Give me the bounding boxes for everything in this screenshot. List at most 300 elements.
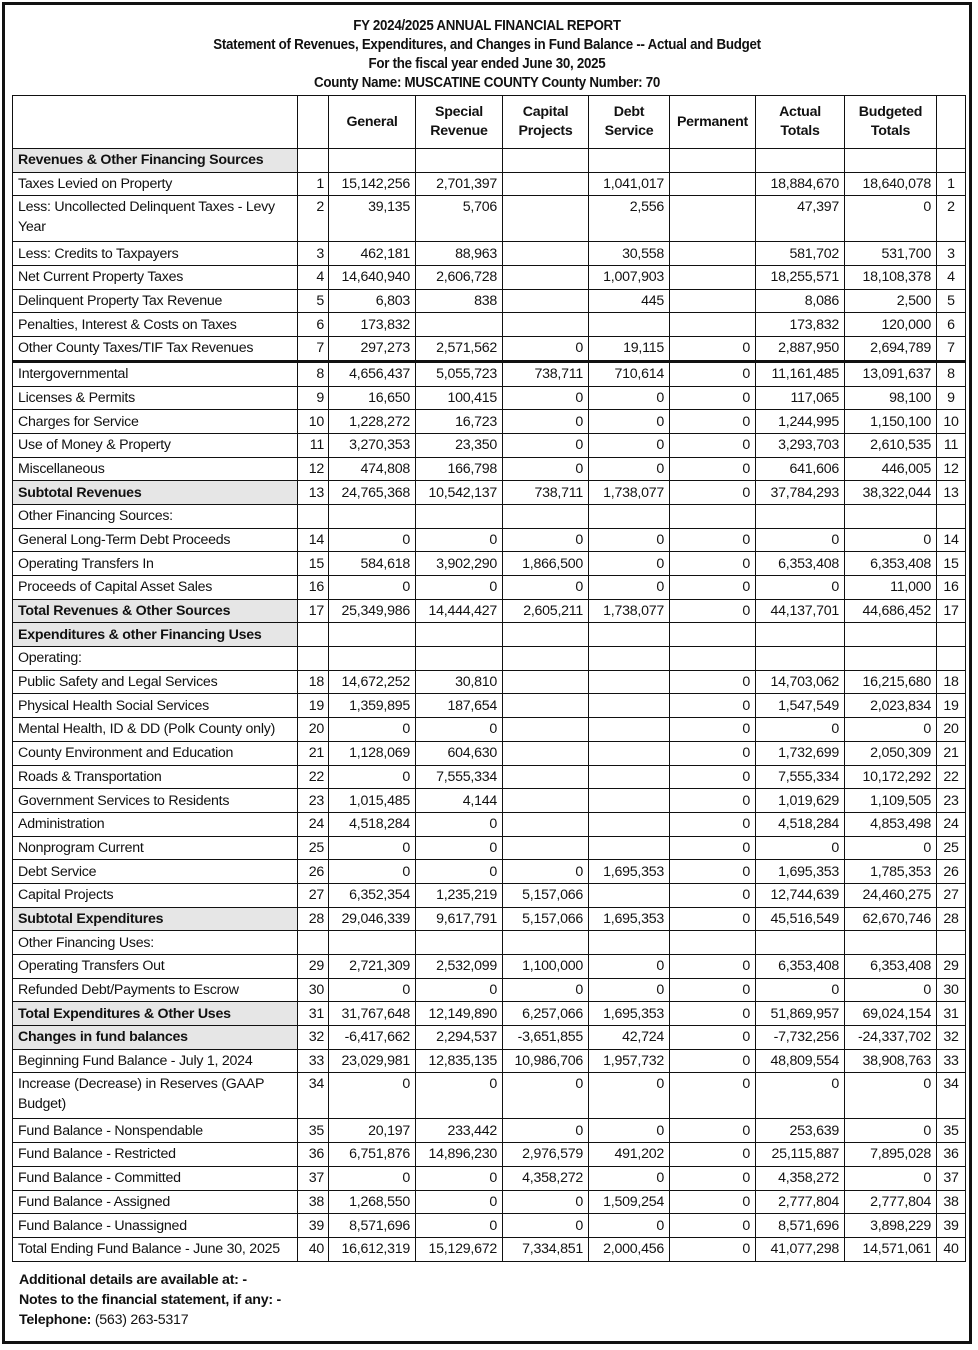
fiscal-year-line: For the fiscal year ended June 30, 2025	[368, 56, 606, 72]
row-label: Fund Balance - Committed	[13, 1166, 298, 1190]
cell-actual-totals: 8,571,696	[756, 1214, 845, 1238]
cell-capital-projects: 0	[503, 457, 589, 481]
table-row	[13, 1026, 966, 1050]
cell-general	[329, 647, 416, 671]
cell-debt-service	[589, 149, 670, 173]
line-number: 18	[298, 670, 329, 694]
row-label: Nonprogram Current	[13, 836, 298, 860]
cell-special-revenue: 0	[416, 528, 503, 552]
report-footer	[19, 1270, 281, 1330]
cell-special-revenue: 0	[416, 978, 503, 1002]
cell-permanent: 0	[670, 1119, 756, 1143]
telephone-label: Telephone:	[19, 1312, 92, 1328]
cell-actual-totals: 253,639	[756, 1119, 845, 1143]
cell-general: 39,135	[329, 196, 416, 242]
cell-general: -6,417,662	[329, 1026, 416, 1050]
line-number-right: 26	[937, 860, 966, 884]
cell-debt-service	[589, 931, 670, 955]
line-number: 3	[298, 242, 329, 266]
cell-special-revenue: 2,532,099	[416, 955, 503, 979]
table-row	[13, 313, 966, 337]
line-number-right	[937, 647, 966, 671]
table-row	[13, 670, 966, 694]
cell-special-revenue: 0	[416, 1190, 503, 1214]
cell-budgeted-totals: 0	[845, 1073, 937, 1119]
cell-debt-service	[589, 741, 670, 765]
cell-capital-projects: 0	[503, 337, 589, 362]
line-number: 20	[298, 718, 329, 742]
cell-debt-service: 0	[589, 576, 670, 600]
line-number-right: 28	[937, 907, 966, 931]
cell-general: 1,268,550	[329, 1190, 416, 1214]
cell-permanent	[670, 289, 756, 313]
line-number: 2	[298, 196, 329, 242]
cell-actual-totals: 18,884,670	[756, 172, 845, 196]
cell-actual-totals: 3,293,703	[756, 433, 845, 457]
cell-debt-service	[589, 718, 670, 742]
cell-capital-projects	[503, 670, 589, 694]
cell-permanent: 0	[670, 670, 756, 694]
cell-actual-totals: 2,887,950	[756, 337, 845, 362]
line-number: 23	[298, 789, 329, 813]
cell-capital-projects	[503, 242, 589, 266]
cell-actual-totals: 8,086	[756, 289, 845, 313]
cell-debt-service: 1,695,353	[589, 860, 670, 884]
cell-capital-projects	[503, 836, 589, 860]
cell-actual-totals: 14,703,062	[756, 670, 845, 694]
table-row	[13, 789, 966, 813]
cell-permanent: 0	[670, 789, 756, 813]
cell-budgeted-totals: 69,024,154	[845, 1002, 937, 1026]
cell-special-revenue: 166,798	[416, 457, 503, 481]
cell-general: 8,571,696	[329, 1214, 416, 1238]
cell-permanent: 0	[670, 457, 756, 481]
row-label: Other Financing Sources:	[13, 504, 298, 528]
line-number: 38	[298, 1190, 329, 1214]
line-number: 5	[298, 289, 329, 313]
line-number-right: 3	[937, 242, 966, 266]
row-label: Net Current Property Taxes	[13, 266, 298, 290]
cell-general: 0	[329, 978, 416, 1002]
cell-capital-projects: 0	[503, 528, 589, 552]
cell-capital-projects: 0	[503, 978, 589, 1002]
cell-debt-service: 0	[589, 410, 670, 434]
cell-actual-totals: 6,353,408	[756, 552, 845, 576]
row-label: Roads & Transportation	[13, 765, 298, 789]
row-label: Operating Transfers Out	[13, 955, 298, 979]
cell-capital-projects	[503, 149, 589, 173]
table-row	[13, 386, 966, 410]
row-label: Subtotal Revenues	[13, 481, 298, 505]
cell-budgeted-totals	[845, 623, 937, 647]
cell-capital-projects: -3,651,855	[503, 1026, 589, 1050]
cell-actual-totals: 51,869,957	[756, 1002, 845, 1026]
cell-budgeted-totals: 0	[845, 1166, 937, 1190]
cell-permanent: 0	[670, 386, 756, 410]
table-row	[13, 504, 966, 528]
cell-debt-service: 1,041,017	[589, 172, 670, 196]
cell-debt-service: 1,738,077	[589, 481, 670, 505]
cell-special-revenue	[416, 313, 503, 337]
row-label: Other Financing Uses:	[13, 931, 298, 955]
line-number-right: 32	[937, 1026, 966, 1050]
cell-permanent: 0	[670, 599, 756, 623]
row-label: Use of Money & Property	[13, 433, 298, 457]
table-row	[13, 623, 966, 647]
cell-permanent	[670, 647, 756, 671]
cell-permanent: 0	[670, 860, 756, 884]
cell-general	[329, 623, 416, 647]
cell-budgeted-totals: 4,853,498	[845, 812, 937, 836]
table-row	[13, 955, 966, 979]
cell-special-revenue: 9,617,791	[416, 907, 503, 931]
line-number-right: 31	[937, 1002, 966, 1026]
cell-capital-projects	[503, 647, 589, 671]
row-label: Fund Balance - Nonspendable	[13, 1119, 298, 1143]
cell-permanent: 0	[670, 1143, 756, 1167]
cell-debt-service: 1,957,732	[589, 1049, 670, 1073]
row-label: Total Revenues & Other Sources	[13, 599, 298, 623]
cell-budgeted-totals: 24,460,275	[845, 883, 937, 907]
cell-capital-projects	[503, 812, 589, 836]
cell-budgeted-totals: 531,700	[845, 242, 937, 266]
table-header-row	[13, 96, 966, 149]
cell-debt-service: 0	[589, 1073, 670, 1119]
cell-permanent: 0	[670, 410, 756, 434]
cell-budgeted-totals: 6,353,408	[845, 955, 937, 979]
cell-general: 462,181	[329, 242, 416, 266]
cell-budgeted-totals: 1,785,353	[845, 860, 937, 884]
cell-debt-service: 30,558	[589, 242, 670, 266]
table-row	[13, 433, 966, 457]
line-number-right: 7	[937, 337, 966, 362]
cell-capital-projects: 6,257,066	[503, 1002, 589, 1026]
cell-general: 6,352,354	[329, 883, 416, 907]
row-label: Other County Taxes/TIF Tax Revenues	[13, 337, 298, 362]
cell-permanent	[670, 931, 756, 955]
cell-capital-projects	[503, 741, 589, 765]
cell-permanent: 0	[670, 1190, 756, 1214]
row-label: Miscellaneous	[13, 457, 298, 481]
cell-permanent	[670, 504, 756, 528]
cell-special-revenue: 233,442	[416, 1119, 503, 1143]
financial-table	[12, 95, 966, 1262]
line-number	[298, 647, 329, 671]
line-number: 35	[298, 1119, 329, 1143]
row-label: Expenditures & other Financing Uses	[13, 623, 298, 647]
cell-capital-projects: 1,866,500	[503, 552, 589, 576]
cell-budgeted-totals: 3,898,229	[845, 1214, 937, 1238]
table-body	[13, 149, 966, 1262]
cell-capital-projects	[503, 196, 589, 242]
cell-debt-service: 0	[589, 457, 670, 481]
row-label: Fund Balance - Unassigned	[13, 1214, 298, 1238]
line-number: 12	[298, 457, 329, 481]
table-row	[13, 1049, 966, 1073]
cell-general: 0	[329, 528, 416, 552]
cell-actual-totals: 47,397	[756, 196, 845, 242]
line-number-right: 21	[937, 741, 966, 765]
cell-actual-totals: 117,065	[756, 386, 845, 410]
cell-budgeted-totals: 98,100	[845, 386, 937, 410]
line-number: 36	[298, 1143, 329, 1167]
line-number: 37	[298, 1166, 329, 1190]
cell-debt-service: 0	[589, 1214, 670, 1238]
cell-debt-service	[589, 765, 670, 789]
row-label: General Long-Term Debt Proceeds	[13, 528, 298, 552]
cell-permanent: 0	[670, 907, 756, 931]
col-header-debt-service: Debt Service	[589, 96, 670, 149]
cell-debt-service: 445	[589, 289, 670, 313]
line-number: 11	[298, 433, 329, 457]
county-line: County Name: MUSCATINE COUNTY County Number: 70	[313, 75, 661, 91]
row-label: Fund Balance - Assigned	[13, 1190, 298, 1214]
row-label: Intergovernmental	[13, 361, 298, 386]
line-number: 7	[298, 337, 329, 362]
cell-general: 0	[329, 1073, 416, 1119]
cell-debt-service: 0	[589, 978, 670, 1002]
cell-capital-projects: 0	[503, 433, 589, 457]
report-subtitle: Statement of Revenues, Expenditures, and Changes in Fund Balance -- Actual and Budget	[213, 37, 761, 53]
cell-general: 14,672,252	[329, 670, 416, 694]
row-label: Government Services to Residents	[13, 789, 298, 813]
cell-permanent: 0	[670, 836, 756, 860]
row-label: Licenses & Permits	[13, 386, 298, 410]
row-label: Refunded Debt/Payments to Escrow	[13, 978, 298, 1002]
cell-special-revenue: 23,350	[416, 433, 503, 457]
line-number: 14	[298, 528, 329, 552]
cell-debt-service	[589, 504, 670, 528]
table-row	[13, 860, 966, 884]
cell-permanent: 0	[670, 765, 756, 789]
cell-permanent	[670, 313, 756, 337]
line-number-right: 2	[937, 196, 966, 242]
cell-capital-projects: 738,711	[503, 481, 589, 505]
table-row	[13, 812, 966, 836]
table-row	[13, 741, 966, 765]
line-number	[298, 931, 329, 955]
line-number-right: 36	[937, 1143, 966, 1167]
cell-permanent: 0	[670, 528, 756, 552]
line-number-right: 40	[937, 1237, 966, 1261]
cell-general: 31,767,648	[329, 1002, 416, 1026]
cell-special-revenue: 3,902,290	[416, 552, 503, 576]
table-row	[13, 149, 966, 173]
cell-debt-service: 0	[589, 1119, 670, 1143]
cell-general: 16,612,319	[329, 1237, 416, 1261]
cell-debt-service: 2,556	[589, 196, 670, 242]
cell-budgeted-totals: 7,895,028	[845, 1143, 937, 1167]
cell-actual-totals: 11,161,485	[756, 361, 845, 386]
cell-debt-service	[589, 694, 670, 718]
cell-debt-service: 1,738,077	[589, 599, 670, 623]
cell-actual-totals: 0	[756, 576, 845, 600]
cell-permanent: 0	[670, 1166, 756, 1190]
cell-debt-service	[589, 313, 670, 337]
cell-capital-projects: 10,986,706	[503, 1049, 589, 1073]
line-number: 32	[298, 1026, 329, 1050]
col-header-capital-projects: Capital Projects	[503, 96, 589, 149]
cell-capital-projects	[503, 289, 589, 313]
line-number-right: 20	[937, 718, 966, 742]
cell-budgeted-totals: 6,353,408	[845, 552, 937, 576]
table-row	[13, 576, 966, 600]
table-row	[13, 361, 966, 386]
cell-permanent	[670, 196, 756, 242]
cell-general: 0	[329, 860, 416, 884]
cell-debt-service: 710,614	[589, 361, 670, 386]
cell-budgeted-totals: 0	[845, 718, 937, 742]
cell-debt-service	[589, 883, 670, 907]
cell-general: 23,029,981	[329, 1049, 416, 1073]
line-number: 8	[298, 361, 329, 386]
cell-debt-service: 2,000,456	[589, 1237, 670, 1261]
table-row	[13, 1190, 966, 1214]
cell-general: 20,197	[329, 1119, 416, 1143]
line-number-right	[937, 149, 966, 173]
col-header-line	[298, 96, 329, 149]
cell-general: 173,832	[329, 313, 416, 337]
line-number-right	[937, 623, 966, 647]
cell-debt-service: 0	[589, 552, 670, 576]
row-label: Total Expenditures & Other Uses	[13, 1002, 298, 1026]
cell-general: 6,803	[329, 289, 416, 313]
line-number-right: 37	[937, 1166, 966, 1190]
row-label: Charges for Service	[13, 410, 298, 434]
line-number-right: 27	[937, 883, 966, 907]
table-row	[13, 1119, 966, 1143]
table-row	[13, 528, 966, 552]
cell-debt-service: 0	[589, 955, 670, 979]
cell-budgeted-totals: 1,150,100	[845, 410, 937, 434]
cell-budgeted-totals: 2,777,804	[845, 1190, 937, 1214]
cell-capital-projects	[503, 172, 589, 196]
line-number: 40	[298, 1237, 329, 1261]
cell-budgeted-totals: 0	[845, 836, 937, 860]
cell-general: 16,650	[329, 386, 416, 410]
cell-capital-projects: 5,157,066	[503, 883, 589, 907]
line-number-right: 9	[937, 386, 966, 410]
cell-general: 1,128,069	[329, 741, 416, 765]
cell-budgeted-totals: 2,050,309	[845, 741, 937, 765]
cell-actual-totals: 4,518,284	[756, 812, 845, 836]
cell-capital-projects: 0	[503, 576, 589, 600]
line-number: 1	[298, 172, 329, 196]
table-row	[13, 410, 966, 434]
cell-general	[329, 504, 416, 528]
cell-actual-totals: 7,555,334	[756, 765, 845, 789]
cell-debt-service: 0	[589, 1166, 670, 1190]
cell-special-revenue: 88,963	[416, 242, 503, 266]
line-number-right: 38	[937, 1190, 966, 1214]
cell-capital-projects: 1,100,000	[503, 955, 589, 979]
line-number-right: 8	[937, 361, 966, 386]
cell-capital-projects: 0	[503, 1214, 589, 1238]
cell-special-revenue: 14,444,427	[416, 599, 503, 623]
line-number-right: 10	[937, 410, 966, 434]
row-label: Debt Service	[13, 860, 298, 884]
cell-general: 4,656,437	[329, 361, 416, 386]
report-header	[5, 17, 969, 93]
col-header-special-revenue: Special Revenue	[416, 96, 503, 149]
row-label: Increase (Decrease) in Reserves (GAAP Budget)	[13, 1073, 298, 1119]
cell-actual-totals: 45,516,549	[756, 907, 845, 931]
cell-actual-totals	[756, 623, 845, 647]
line-number-right: 33	[937, 1049, 966, 1073]
line-number: 4	[298, 266, 329, 290]
row-label: Taxes Levied on Property	[13, 172, 298, 196]
cell-general: 297,273	[329, 337, 416, 362]
cell-general: 4,518,284	[329, 812, 416, 836]
cell-debt-service	[589, 836, 670, 860]
table-row	[13, 599, 966, 623]
cell-general: 0	[329, 576, 416, 600]
cell-actual-totals: 173,832	[756, 313, 845, 337]
row-label: Changes in fund balances	[13, 1026, 298, 1050]
cell-budgeted-totals: 446,005	[845, 457, 937, 481]
cell-debt-service: 491,202	[589, 1143, 670, 1167]
cell-debt-service: 19,115	[589, 337, 670, 362]
cell-special-revenue: 0	[416, 718, 503, 742]
cell-actual-totals: 1,695,353	[756, 860, 845, 884]
row-label: Penalties, Interest & Costs on Taxes	[13, 313, 298, 337]
cell-general: 2,721,309	[329, 955, 416, 979]
cell-permanent	[670, 172, 756, 196]
cell-debt-service: 1,007,903	[589, 266, 670, 290]
cell-general: 0	[329, 718, 416, 742]
cell-budgeted-totals: 11,000	[845, 576, 937, 600]
line-number-right: 22	[937, 765, 966, 789]
cell-permanent: 0	[670, 955, 756, 979]
table-row	[13, 196, 966, 242]
cell-permanent: 0	[670, 337, 756, 362]
table-row	[13, 883, 966, 907]
cell-permanent: 0	[670, 433, 756, 457]
cell-permanent	[670, 623, 756, 647]
line-number-right: 24	[937, 812, 966, 836]
cell-special-revenue: 0	[416, 860, 503, 884]
cell-special-revenue: 838	[416, 289, 503, 313]
row-label: Mental Health, ID & DD (Polk County only)	[13, 718, 298, 742]
line-number-right: 29	[937, 955, 966, 979]
table-row	[13, 337, 966, 362]
line-number-right: 18	[937, 670, 966, 694]
table-row	[13, 1143, 966, 1167]
cell-actual-totals: 0	[756, 978, 845, 1002]
cell-actual-totals: 41,077,298	[756, 1237, 845, 1261]
cell-special-revenue	[416, 931, 503, 955]
cell-debt-service	[589, 670, 670, 694]
col-header-label	[13, 96, 298, 149]
line-number: 17	[298, 599, 329, 623]
cell-capital-projects: 2,605,211	[503, 599, 589, 623]
col-header-budgeted-totals: Budgeted Totals	[845, 96, 937, 149]
cell-capital-projects: 0	[503, 860, 589, 884]
cell-permanent: 0	[670, 481, 756, 505]
cell-budgeted-totals: 120,000	[845, 313, 937, 337]
cell-capital-projects: 0	[503, 386, 589, 410]
cell-actual-totals: 18,255,571	[756, 266, 845, 290]
cell-general: 0	[329, 836, 416, 860]
cell-special-revenue: 604,630	[416, 741, 503, 765]
cell-budgeted-totals: 0	[845, 528, 937, 552]
cell-special-revenue: 4,144	[416, 789, 503, 813]
cell-budgeted-totals: 18,640,078	[845, 172, 937, 196]
cell-actual-totals: 1,244,995	[756, 410, 845, 434]
cell-debt-service: 1,509,254	[589, 1190, 670, 1214]
cell-general: 0	[329, 765, 416, 789]
line-number: 27	[298, 883, 329, 907]
